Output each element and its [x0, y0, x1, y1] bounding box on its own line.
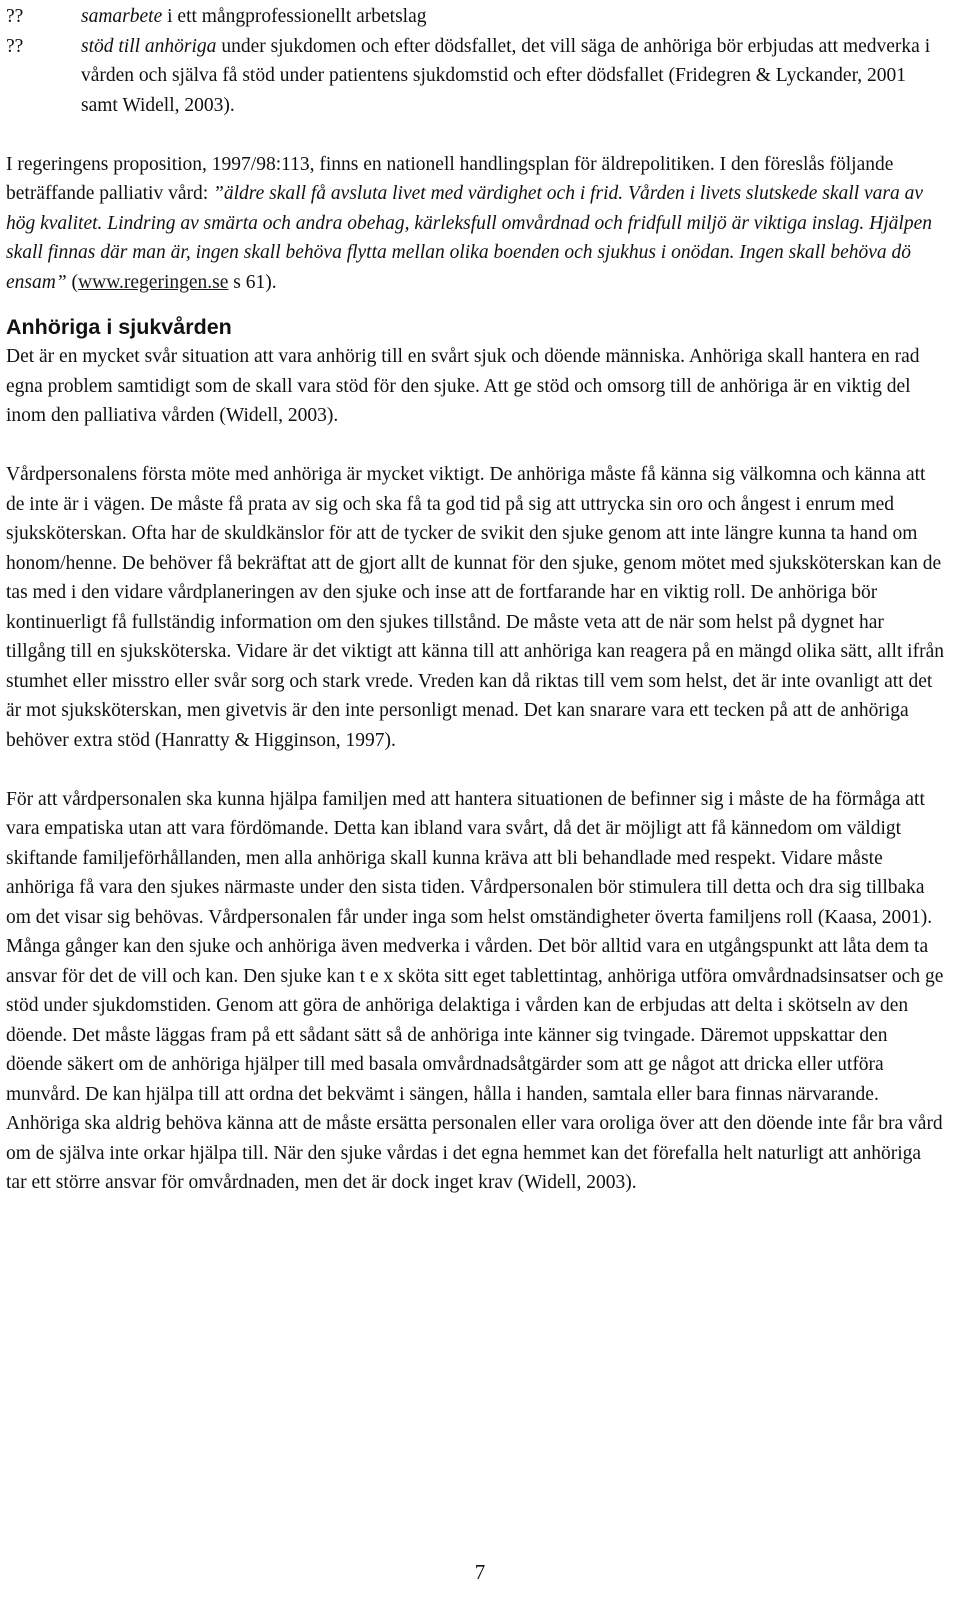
list-item-italic: stöd till anhöriga: [81, 35, 217, 57]
paragraph-gap: [6, 755, 946, 785]
list-marker: ??: [6, 35, 24, 57]
proposition-quote: ”äldre skall få avsluta livet med värdighet och i frid. Vården i livets slutskede skall vara av hög kvalitet. Lindring av smärta och andra obehag, kärleksfull omvårdnad och fridfull miljö är viktiga inslag. Hjälpen skall finnas där man är, ingen skall behöva flytta mellan olika boenden och sjukhus i onödan. Ingen skall behöva dö ensam”: [6, 183, 932, 293]
paragraph-gap: [6, 431, 946, 461]
paragraph-proposition: [6, 150, 946, 298]
list-marker: ??: [6, 6, 24, 27]
section-heading: Anhöriga i sjukvården: [6, 315, 232, 339]
regeringen-link[interactable]: www.regeringen.se: [78, 271, 229, 293]
paragraph-first-meeting: Vårdpersonalens första möte med anhöriga är mycket viktigt. De anhöriga måste få känna sig välkomna och känna att de inte är i vägen. De måste få prata av sig och ska få ta god tid på sig att uttrycka sin oro och ångest i enrum med sjuksköterskan. Ofta har de skuldkänslor för att de tycker de svikit den sjuke genom att inte längre kunna ta hand om honom/henne. De behöver få bekräftat att de gjort allt de kunnat för den sjuke, genom mötet med sjuksköterskan kan de tas med i den vidare vårdplaneringen av den sjuke och inse att de fortfarande har en viktig roll. De anhöriga bör kontinuerligt få fullständig information om den sjukes tillstånd. De måste veta att de när som helst på dygnet har tillgång till en sjuksköterska. Vidare är det viktigt att känna till att anhöriga kan reagera på en mängd olika sätt, allt ifrån stumhet eller misstro eller svår sorg och stark vrede. Vreden kan då riktas till vem som helst, det är inte ovanligt att det är mot sjuksköterskan, men givetvis är den inte personligt menad. Det kan snarare vara ett tecken på att de anhöriga behöver extra stöd (Hanratty & Higginson, 1997).: [6, 464, 944, 751]
list-item-text: [81, 32, 946, 121]
paragraph-gap: [6, 120, 946, 150]
list-item-text: [81, 2, 946, 32]
list-item-rest: under sjukdomen och efter dödsfallet, det vill säga de anhöriga bör erbjudas att medverka i vården och själva få stöd under patientens sjukdomstid och efter dödsfallet (Fridegren & Lyckander, 2001 samt Widell, 2003).: [81, 35, 931, 116]
list-item-rest: i ett mångprofessionellt arbetslag: [162, 6, 427, 27]
proposition-citation: s 61).: [228, 271, 277, 293]
proposition-paren: (: [66, 271, 79, 293]
list-item-italic: samarbete: [81, 6, 163, 27]
proposition-text: I regeringens proposition, 1997/98:113, finns en nationell handlingsplan för äldrepolitiken. I den föreslås följande beträffande palliativ vård:: [6, 153, 894, 204]
paragraph-family: För att vårdpersonalen ska kunna hjälpa familjen med att hantera situationen de befinner sig i måste de ha förmåga att vara empatiska utan att vara fördömande. Detta kan ibland vara svårt, då det är möjligt att få kännedom om väldigt skiftande familjeförhållanden, men alla anhöriga skall kunna kräva att bli behandlade med respekt. Vidare måste anhöriga få vara den sjukes närmaste under den sista tiden. Vårdpersonalen bör stimulera till detta och dra sig tillbaka om det visar sig behövas. Vårdpersonalen får under inga som helst omständigheter överta familjens roll (Kaasa, 2001). Många gånger kan den sjuke och anhöriga även medverka i vården. Det bör alltid vara en utgångspunkt att låta dem ta ansvar för det de vill och kan. Den sjuke kan t e x sköta sitt eget tablettintag, anhöriga utföra omvårdnadsinsatser och ge stöd under sjukdomstiden. Genom att göra de anhöriga delaktiga i vården kan de erbjudas att delta i skötseln av den döende. Det måste läggas fram på ett sådant sätt så de anhöriga inte känner sig tvingade. Däremot uppskattar den döende säkert om de anhöriga hjälper till med basala omvårdnadsåtgärder som att ge något att dricka eller utföra munvård. De kan hjälpa till att ordna det bekvämt i sängen, hålla i handen, samtala eller bara finnas närvarande. Anhöriga ska aldrig behöva känna att de måste ersätta personalen eller vara oroliga över att den döende inte får bra vård om de själva inte orkar hjälpa till. När den sjuke vårdas i det egna hemmet kan det förefalla helt naturligt att anhöriga tar ett större ansvar för omvårdnaden, men det är dock inget krav (Widell, 2003).: [6, 788, 944, 1193]
list-item: [6, 32, 946, 121]
paragraph-situation: Det är en mycket svår situation att vara anhörig till en svårt sjuk och döende människa. Anhöriga skall hantera en rad egna problem samtidigt som de skall vara stöd för den sjuke. Att ge stöd och omsorg till de anhöriga är en viktig del inom den palliativa vården (Widell, 2003).: [6, 346, 920, 426]
list-item: [6, 2, 946, 32]
document-page: [6, 2, 946, 1198]
page-number: 7: [474, 1560, 486, 1584]
